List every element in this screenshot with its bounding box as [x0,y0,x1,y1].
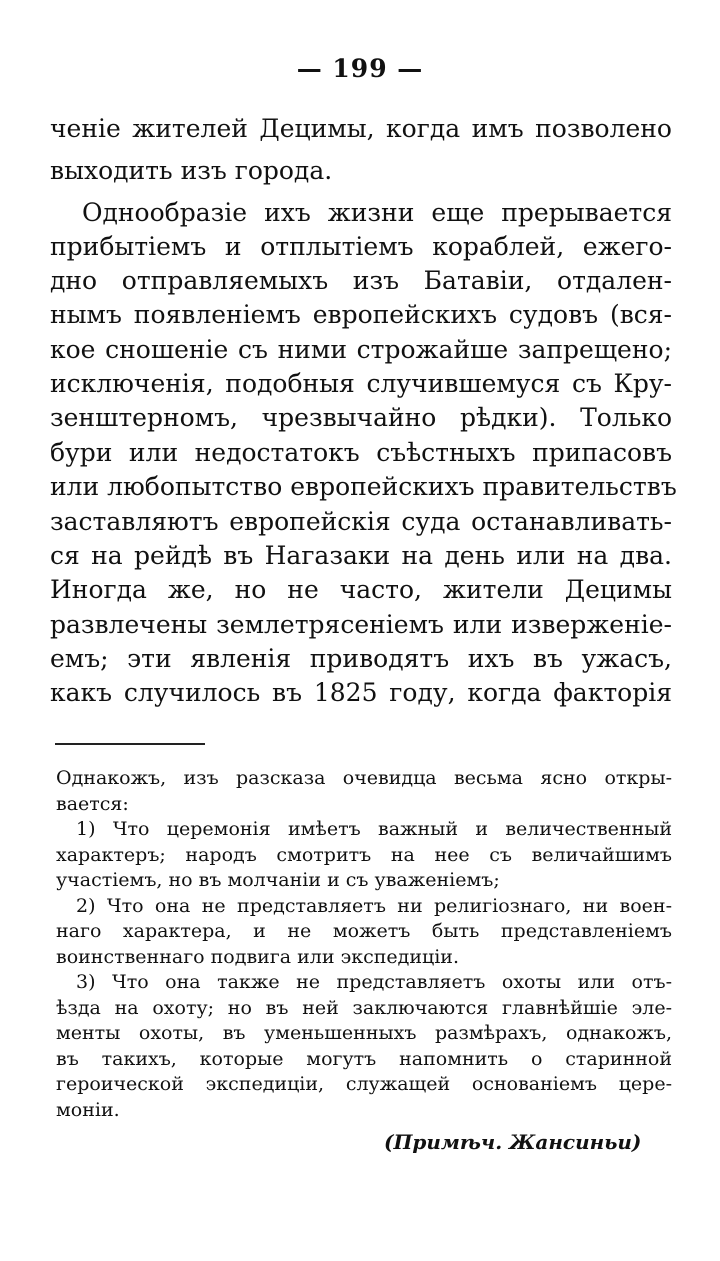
footnote-line: 2) Что она не представляетъ ни религіознаго, ни воен- [76,895,672,917]
body-line: емъ; эти явленія приводятъ ихъ въ ужасъ, [50,644,672,673]
body-line: выходить изъ города. [50,156,333,185]
footnote-line: героической экспедиціи, служащей основаніемъ цере- [56,1073,672,1095]
body-line: нымъ появленіемъ европейскихъ судовъ (вся- [50,300,672,329]
footnote-line: наго характера, и не можетъ быть представленіемъ [56,920,672,942]
body-line: ченіе жителей Децимы, когда имъ позволено [50,114,672,143]
footnote-separator [55,743,205,745]
body-line: зенштерномъ, чрезвычайно рѣдки). Только [50,403,672,432]
footnote-line: менты охоты, въ уменьшенныхъ размѣрахъ, однакожъ, [56,1022,672,1044]
footnote-line: 3) Что она также не представляетъ охоты или отъ- [76,971,672,993]
body-line: или любопытство европейскихъ правительствъ [50,472,677,501]
body-line: какъ случилось въ 1825 году, когда факторія [50,678,672,707]
body-line: Однообразіе ихъ жизни еще прерывается [82,198,672,227]
footnote-line: ѣзда на охоту; но въ ней заключаются главнѣйшіе эле- [56,997,672,1019]
body-line: бури или недостатокъ съѣстныхъ припасовъ [50,438,672,467]
footnote-line: моніи. [56,1099,120,1121]
body-line: развлечены землетрясеніемъ или изверженіе- [50,610,672,639]
footnote-line: Однакожъ, изъ разсказа очевидца весьма ясно откры- [56,767,672,789]
footnote-line: вается: [56,793,129,815]
footnote-line: въ такихъ, которые могутъ напомнить о старинной [56,1048,672,1070]
body-line: дно отправляемыхъ изъ Батавіи, отдален- [50,266,672,295]
body-line: заставляютъ европейскія суда останавливать- [50,507,672,536]
body-line: прибытіемъ и отплытіемъ кораблей, ежего- [50,232,672,261]
footnote-attribution: (Примѣч. Жансиньи) [384,1130,642,1154]
footnote-line: воинственнаго подвига или экспедиціи. [56,946,459,968]
body-line: исключенія, подобныя случившемуся съ Кру- [50,369,672,398]
footnote-line: участіемъ, но въ молчаніи и съ уваженіемъ; [56,869,500,891]
footnote-line: 1) Что церемонія имѣетъ важный и величественный [76,818,672,840]
body-line: Иногда же, но не часто, жители Децимы [50,575,672,604]
body-line: ся на рейдѣ въ Нагазаки на день или на два. [50,541,672,570]
footnote-line: характеръ; народъ смотритъ на нее съ величайшимъ [56,844,672,866]
page-number: — 199 — [296,54,424,83]
body-line: кое сношеніе съ ними строжайше запрещено; [50,335,672,364]
